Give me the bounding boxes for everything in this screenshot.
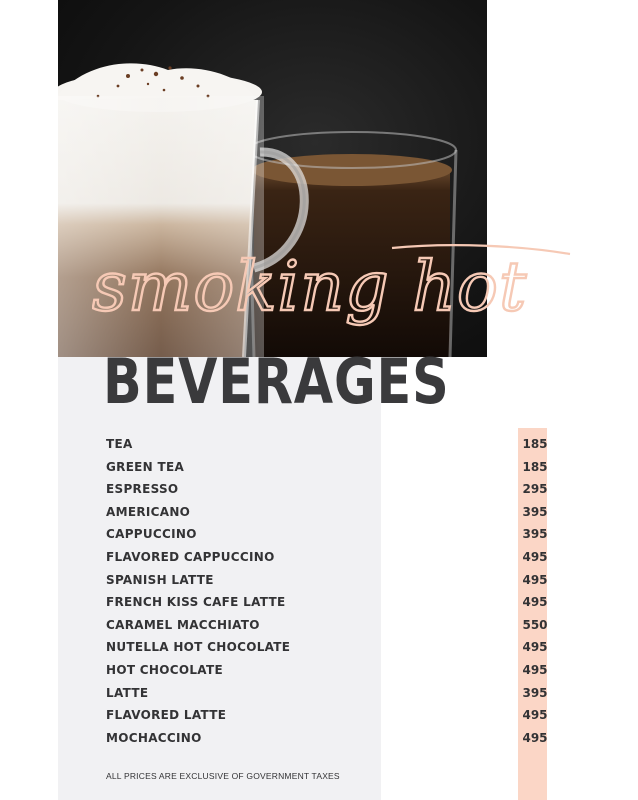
menu-item: [106, 683, 546, 706]
menu-item: [106, 457, 546, 480]
menu-item: [106, 728, 546, 751]
menu-item-name: CAPPUCCINO: [106, 527, 197, 542]
menu-item: [106, 570, 546, 593]
menu-item-price: 185: [522, 437, 548, 451]
menu-item-price: 495: [522, 595, 548, 610]
menu-item-name: CARAMEL MACCHIATO: [106, 617, 260, 632]
menu-list: [106, 434, 546, 750]
menu-item-price: 295: [522, 482, 548, 497]
menu-item: [106, 637, 546, 660]
menu-item-price: 395: [522, 527, 548, 542]
menu-item-name: FLAVORED CAPPUCCINO: [106, 549, 275, 564]
menu-item-price: 550: [522, 617, 548, 632]
menu-item-name: NUTELLA HOT CHOCOLATE: [106, 640, 291, 655]
menu-item-name: AMERICANO: [106, 504, 191, 519]
hero-photo: [58, 0, 487, 357]
menu-item: [106, 502, 546, 525]
menu-item: [106, 660, 546, 683]
menu-item-name: TEA: [106, 437, 133, 451]
menu-item-price: 495: [522, 572, 548, 587]
menu-item-name: FLAVORED LATTE: [106, 708, 227, 723]
menu-item: [106, 547, 546, 570]
menu-item-name: MOCHACCINO: [106, 730, 202, 745]
menu-item: [106, 524, 546, 547]
menu-item-price: 495: [522, 662, 548, 677]
menu-item-name: GREEN TEA: [106, 459, 185, 474]
menu-item-price: 395: [522, 685, 548, 700]
menu-item-price: 185: [522, 459, 548, 474]
menu-item: [106, 592, 546, 615]
menu-item-name: FRENCH KISS CAFE LATTE: [106, 595, 286, 610]
menu-item: [106, 615, 546, 638]
menu-item-name: ESPRESSO: [106, 482, 179, 497]
menu-item-name: SPANISH LATTE: [106, 572, 214, 587]
page-title: BEVERAGES: [103, 345, 450, 418]
tax-footnote: ALL PRICES ARE EXCLUSIVE OF GOVERNMENT TAXES: [106, 771, 340, 781]
menu-item: [106, 705, 546, 728]
menu-item-price: 495: [522, 730, 548, 745]
coffee-cups-photo-icon: [58, 0, 487, 357]
menu-item-price: 495: [522, 549, 548, 564]
menu-item-price: 395: [522, 504, 548, 519]
script-title-text: smoking hot: [92, 248, 528, 327]
menu-item-name: HOT CHOCOLATE: [106, 662, 223, 677]
menu-item-price: 495: [522, 708, 548, 723]
menu-item-name: LATTE: [106, 685, 149, 700]
menu-item: [106, 434, 546, 457]
menu-item: [106, 479, 546, 502]
menu-item-price: 495: [522, 640, 548, 655]
